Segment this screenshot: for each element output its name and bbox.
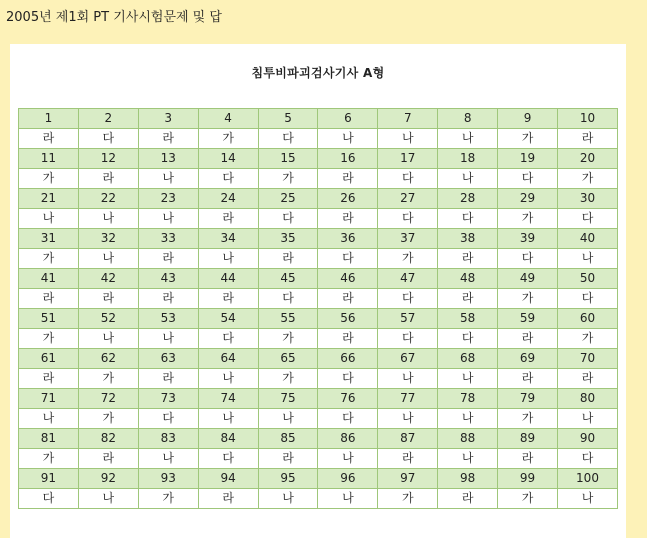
answer-cell: 라 [78,449,138,469]
question-number-cell: 87 [378,429,438,449]
answer-cell: 라 [19,369,79,389]
answer-cell: 가 [498,289,558,309]
question-number-cell: 68 [438,349,498,369]
answer-cell: 나 [78,249,138,269]
sheet-title: 침투비파괴검사기사 A형 [251,66,385,80]
question-number-cell: 34 [198,229,258,249]
answer-cell: 라 [78,169,138,189]
question-number-cell: 49 [498,269,558,289]
answer-cell: 라 [138,129,198,149]
answer-cell: 라 [438,249,498,269]
question-number-cell: 2 [78,109,138,129]
question-number-cell: 77 [378,389,438,409]
answer-cell: 라 [138,369,198,389]
question-number-cell: 42 [78,269,138,289]
question-number-cell: 69 [498,349,558,369]
answer-cell: 나 [378,369,438,389]
answer-cell: 라 [138,249,198,269]
answer-cell: 나 [378,409,438,429]
question-number-cell: 39 [498,229,558,249]
question-number-cell: 11 [19,149,79,169]
answer-row [19,289,618,309]
answer-cell: 다 [198,169,258,189]
question-number-cell: 60 [558,309,618,329]
question-number-cell: 78 [438,389,498,409]
answer-cell: 다 [258,129,318,149]
question-number-cell: 50 [558,269,618,289]
answer-cell: 다 [438,209,498,229]
question-number-row [19,109,618,129]
answer-cell: 나 [198,249,258,269]
answer-cell: 다 [198,329,258,349]
answer-cell: 라 [198,209,258,229]
question-number-cell: 92 [78,469,138,489]
answer-cell: 라 [378,449,438,469]
question-number-cell: 43 [138,269,198,289]
answer-cell: 나 [138,209,198,229]
answer-cell: 나 [318,129,378,149]
answer-cell: 가 [378,489,438,509]
question-number-cell: 98 [438,469,498,489]
question-number-cell: 97 [378,469,438,489]
answer-cell: 가 [498,489,558,509]
answer-cell: 다 [78,129,138,149]
question-number-cell: 54 [198,309,258,329]
question-number-cell: 32 [78,229,138,249]
answer-cell: 다 [438,329,498,349]
answer-cell: 가 [19,169,79,189]
question-number-cell: 31 [19,229,79,249]
answer-cell: 나 [138,169,198,189]
question-number-cell: 82 [78,429,138,449]
question-number-cell: 94 [198,469,258,489]
question-number-cell: 72 [78,389,138,409]
answer-cell: 나 [558,409,618,429]
question-number-cell: 100 [558,469,618,489]
answer-cell: 나 [438,169,498,189]
question-number-cell: 1 [19,109,79,129]
question-number-cell: 3 [138,109,198,129]
answer-cell: 가 [138,489,198,509]
question-number-cell: 85 [258,429,318,449]
question-number-cell: 8 [438,109,498,129]
question-number-cell: 56 [318,309,378,329]
question-number-cell: 26 [318,189,378,209]
question-number-cell: 29 [498,189,558,209]
question-number-cell: 37 [378,229,438,249]
question-number-cell: 17 [378,149,438,169]
answer-cell: 다 [378,289,438,309]
answer-cell: 라 [318,209,378,229]
answer-cell: 라 [258,249,318,269]
question-number-cell: 59 [498,309,558,329]
answer-cell: 나 [78,329,138,349]
answer-cell: 다 [258,209,318,229]
answer-cell: 다 [378,169,438,189]
answer-cell: 라 [138,289,198,309]
question-number-cell: 19 [498,149,558,169]
question-number-cell: 6 [318,109,378,129]
answer-cell: 라 [258,449,318,469]
question-number-cell: 61 [19,349,79,369]
answer-cell: 라 [198,489,258,509]
question-number-cell: 48 [438,269,498,289]
answer-cell: 나 [78,489,138,509]
question-number-cell: 24 [198,189,258,209]
answer-cell: 다 [138,409,198,429]
page-title: 2005년 제1회 PT 기사시험문제 및 답 [6,10,222,25]
question-number-cell: 76 [318,389,378,409]
question-number-cell: 44 [198,269,258,289]
question-number-cell: 36 [318,229,378,249]
answer-cell: 가 [78,369,138,389]
answer-cell: 라 [19,129,79,149]
answer-cell: 가 [498,209,558,229]
question-number-cell: 84 [198,429,258,449]
answer-row [19,209,618,229]
question-number-cell: 52 [78,309,138,329]
answer-cell: 다 [558,209,618,229]
question-number-cell: 15 [258,149,318,169]
answer-row [19,329,618,349]
answer-cell: 다 [498,169,558,189]
answer-cell: 가 [378,249,438,269]
answer-cell: 나 [78,209,138,229]
question-number-cell: 23 [138,189,198,209]
question-number-cell: 51 [19,309,79,329]
answer-cell: 다 [318,249,378,269]
question-number-cell: 38 [438,229,498,249]
answer-row [19,369,618,389]
question-number-cell: 62 [78,349,138,369]
question-number-cell: 25 [258,189,318,209]
question-number-cell: 33 [138,229,198,249]
answer-cell: 가 [198,129,258,149]
answer-cell: 가 [258,369,318,389]
question-number-cell: 57 [378,309,438,329]
answer-row [19,249,618,269]
answer-cell: 가 [558,329,618,349]
answer-cell: 다 [258,289,318,309]
question-number-cell: 7 [378,109,438,129]
question-number-cell: 5 [258,109,318,129]
question-number-cell: 96 [318,469,378,489]
answer-cell: 나 [198,369,258,389]
answer-cell: 다 [19,489,79,509]
answer-cell: 나 [438,449,498,469]
answer-row [19,489,618,509]
answer-cell: 나 [138,449,198,469]
answer-cell: 다 [378,329,438,349]
answer-sheet-panel [10,44,626,538]
answer-cell: 가 [19,449,79,469]
answer-cell: 라 [19,289,79,309]
answer-cell: 라 [318,289,378,309]
question-number-row [19,269,618,289]
answer-row [19,129,618,149]
question-number-cell: 89 [498,429,558,449]
answer-row [19,169,618,189]
question-number-cell: 20 [558,149,618,169]
answer-cell: 라 [438,489,498,509]
answer-cell: 가 [558,169,618,189]
answer-row [19,449,618,469]
question-number-row [19,429,618,449]
answer-cell: 라 [78,289,138,309]
question-number-row [19,309,618,329]
answer-cell: 다 [498,249,558,269]
question-number-cell: 81 [19,429,79,449]
answer-cell: 라 [498,329,558,349]
question-number-cell: 66 [318,349,378,369]
question-number-cell: 67 [378,349,438,369]
answer-cell: 나 [318,489,378,509]
answer-cell: 나 [558,249,618,269]
answer-table [18,108,618,509]
question-number-cell: 75 [258,389,318,409]
question-number-cell: 40 [558,229,618,249]
question-number-row [19,469,618,489]
question-number-cell: 64 [198,349,258,369]
answer-cell: 나 [19,209,79,229]
answer-cell: 나 [378,129,438,149]
answer-cell: 가 [19,329,79,349]
answer-cell: 가 [78,409,138,429]
answer-cell: 나 [558,489,618,509]
question-number-row [19,389,618,409]
question-number-cell: 21 [19,189,79,209]
question-number-cell: 91 [19,469,79,489]
question-number-cell: 63 [138,349,198,369]
answer-cell: 다 [318,369,378,389]
question-number-cell: 83 [138,429,198,449]
question-number-cell: 28 [438,189,498,209]
question-number-cell: 41 [19,269,79,289]
answer-cell: 라 [318,169,378,189]
answer-cell: 라 [558,129,618,149]
answer-cell: 가 [19,249,79,269]
question-number-cell: 10 [558,109,618,129]
answer-cell: 다 [558,289,618,309]
question-number-row [19,149,618,169]
question-number-cell: 22 [78,189,138,209]
answer-cell: 나 [438,369,498,389]
question-number-cell: 13 [138,149,198,169]
answer-cell: 라 [558,369,618,389]
question-number-cell: 46 [318,269,378,289]
answer-cell: 나 [258,489,318,509]
answer-cell: 다 [198,449,258,469]
question-number-cell: 99 [498,469,558,489]
answer-cell: 가 [498,129,558,149]
answer-cell: 나 [19,409,79,429]
answer-cell: 다 [558,449,618,469]
question-number-cell: 4 [198,109,258,129]
question-number-cell: 45 [258,269,318,289]
question-number-cell: 65 [258,349,318,369]
question-number-cell: 79 [498,389,558,409]
question-number-cell: 27 [378,189,438,209]
answer-cell: 가 [258,329,318,349]
question-number-cell: 35 [258,229,318,249]
question-number-cell: 93 [138,469,198,489]
answer-cell: 나 [258,409,318,429]
question-number-cell: 58 [438,309,498,329]
question-number-cell: 12 [78,149,138,169]
answer-cell: 라 [498,369,558,389]
answer-cell: 라 [498,449,558,469]
question-number-row [19,189,618,209]
answer-cell: 나 [138,329,198,349]
question-number-cell: 88 [438,429,498,449]
question-number-cell: 70 [558,349,618,369]
question-number-cell: 95 [258,469,318,489]
answer-cell: 나 [198,409,258,429]
question-number-cell: 18 [438,149,498,169]
answer-cell: 라 [198,289,258,309]
answer-row [19,409,618,429]
question-number-cell: 74 [198,389,258,409]
question-number-cell: 9 [498,109,558,129]
question-number-cell: 90 [558,429,618,449]
answer-cell: 나 [318,449,378,469]
answer-cell: 나 [438,409,498,429]
question-number-cell: 30 [558,189,618,209]
question-number-row [19,229,618,249]
question-number-cell: 53 [138,309,198,329]
question-number-cell: 16 [318,149,378,169]
question-number-cell: 55 [258,309,318,329]
question-number-cell: 71 [19,389,79,409]
answer-cell: 가 [258,169,318,189]
question-number-row [19,349,618,369]
question-number-cell: 80 [558,389,618,409]
answer-cell: 다 [378,209,438,229]
question-number-cell: 73 [138,389,198,409]
answer-cell: 라 [438,289,498,309]
question-number-cell: 14 [198,149,258,169]
answer-cell: 가 [498,409,558,429]
question-number-cell: 86 [318,429,378,449]
question-number-cell: 47 [378,269,438,289]
answer-cell: 라 [318,329,378,349]
answer-cell: 나 [438,129,498,149]
answer-cell: 다 [318,409,378,429]
